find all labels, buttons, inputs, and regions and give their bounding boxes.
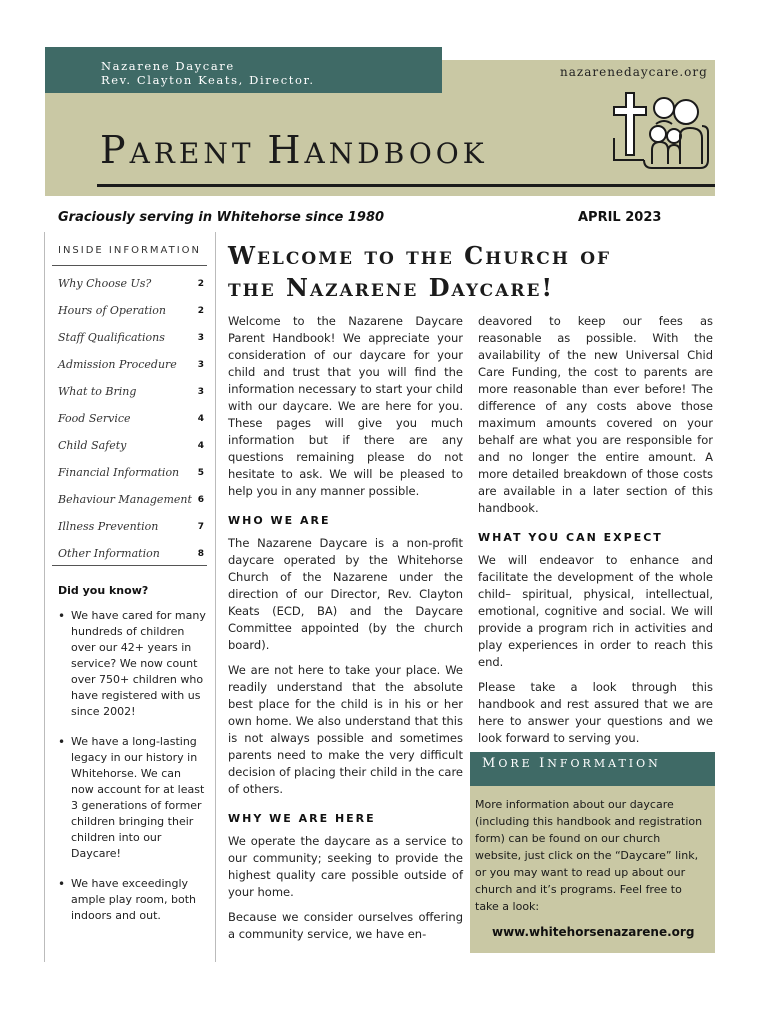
website-link[interactable]: nazarenedaycare.org bbox=[560, 65, 708, 79]
who-paragraph-1: The Nazarene Daycare is a non-profit daycare operated by the Whitehorse Church of the Nazarene under the direction of our Director, Rev. Clayton Keats (ECD, BA) and the Daycare Committee appointed (by the church board). bbox=[228, 536, 463, 652]
page-title bbox=[100, 128, 488, 172]
toc-label: Child Safety bbox=[58, 439, 127, 452]
toc-page: 7 bbox=[197, 521, 204, 532]
more-info-rest-information: NFORMATION bbox=[547, 757, 661, 770]
toc-item[interactable] bbox=[58, 540, 208, 567]
header-org-banner bbox=[45, 47, 442, 93]
toc-item[interactable] bbox=[58, 270, 208, 297]
why-paragraph-2-start: Because we consider ourselves offering a community service, we have en- bbox=[228, 910, 463, 941]
article-heading-line1: Welcome to the Church of bbox=[228, 241, 612, 270]
list-item: • We have cared for many hundreds of children over our 42+ years in service? We now count over 750+ children who have registered with us since 2002! bbox=[56, 608, 206, 720]
intro-paragraph: Welcome to the Nazarene Daycare Parent Handbook! We appreciate your consideration of our daycare for your child and trust that you will find the information necessary to start your child with our daycare. We are here for you. These pages will give you much information but if there are any questions remaining please do not hesitate to ask. We will be pleased to help you in any manner possible. bbox=[228, 314, 463, 498]
article-column-left bbox=[228, 313, 463, 951]
list-item: • We have exceedingly ample play room, both indoors and out. bbox=[56, 876, 206, 924]
toc-page: 3 bbox=[197, 332, 204, 343]
article-heading bbox=[228, 240, 708, 304]
director-line: Rev. Clayton Keats, Director. bbox=[101, 73, 315, 87]
toc-item[interactable] bbox=[58, 486, 208, 513]
org-name: Nazarene Daycare bbox=[101, 59, 235, 73]
issue-date: APRIL 2023 bbox=[578, 210, 662, 225]
expect-paragraph-2: Please take a look through this handbook and rest assured that we are here to answer your questions and we look forward to serving you. bbox=[478, 680, 713, 745]
toc-label: Why Choose Us? bbox=[58, 277, 152, 290]
toc-item[interactable] bbox=[58, 459, 208, 486]
toc-item[interactable] bbox=[58, 351, 208, 378]
toc-page: 2 bbox=[197, 278, 204, 289]
toc-item[interactable] bbox=[58, 513, 208, 540]
more-info-initial-i: I bbox=[539, 756, 548, 771]
tagline: Graciously serving in Whitehorse since 1980 bbox=[58, 210, 385, 225]
sidebar-left-rule bbox=[44, 232, 45, 962]
why-paragraph-1: We operate the daycare as a service to our community; seeking to provide the highest quality care possible outside of your home. bbox=[228, 834, 463, 899]
more-info-heading bbox=[470, 752, 715, 786]
why-paragraph-2-continued: deavored to keep our fees as reasonable as possible. With the availability of the new Universal Chid Care Funding, the cost to parents are more reasonable than ever before! The difference of any costs above those maximum amounts covered on your behalf are what you are responsible for and no longer the entire amount. A more detailed breakdown of those costs are available in a later section of this handbook. bbox=[478, 314, 713, 515]
toc-page: 4 bbox=[197, 413, 204, 424]
toc-page: 3 bbox=[197, 359, 204, 370]
article-column-right bbox=[478, 313, 713, 755]
list-item: • We have a long-lasting legacy in our history in Whitehorse. We can now account for at least 3 generations of former children bringing their children into our Daycare! bbox=[56, 734, 206, 862]
title-rest-handbook: ANDBOOK bbox=[304, 137, 488, 170]
section-heading-why: WHY WE ARE HERE bbox=[228, 812, 376, 825]
toc-page: 8 bbox=[197, 548, 204, 559]
section-heading-who: WHO WE ARE bbox=[228, 514, 331, 527]
toc-label: Food Service bbox=[58, 412, 131, 425]
toc-label: Hours of Operation bbox=[58, 304, 166, 317]
toc-label: Behaviour Management bbox=[58, 493, 192, 506]
toc-label: Staff Qualifications bbox=[58, 331, 165, 344]
toc-page: 6 bbox=[197, 494, 204, 505]
church-website-link[interactable]: www.whitehorsenazarene.org bbox=[492, 925, 695, 939]
toc-label: Illness Prevention bbox=[58, 520, 159, 533]
section-heading-expect: WHAT YOU CAN EXPECT bbox=[478, 531, 663, 544]
toc-top-rule bbox=[52, 265, 207, 266]
title-initial-p: P bbox=[100, 128, 130, 172]
title-rest-parent: ARENT bbox=[129, 137, 268, 170]
toc-item[interactable] bbox=[58, 405, 208, 432]
toc-page: 2 bbox=[197, 305, 204, 316]
more-info-initial-m: M bbox=[482, 756, 499, 771]
toc-label: Financial Information bbox=[58, 466, 180, 479]
title-initial-h: H bbox=[267, 128, 305, 172]
did-you-know-title: Did you know? bbox=[58, 584, 149, 597]
toc-page: 5 bbox=[197, 467, 204, 478]
toc-page: 3 bbox=[197, 386, 204, 397]
more-info-text: More information about our daycare (including this handbook and registration form) can be found on our church website, just click on the “Daycare” link, or you may want to read up about our church and it’s programs. Feel free to take a look: bbox=[475, 798, 703, 913]
header-rule bbox=[97, 184, 715, 187]
toc-item[interactable] bbox=[58, 324, 208, 351]
table-of-contents bbox=[58, 270, 208, 567]
did-you-know-list bbox=[56, 608, 206, 938]
more-info-box bbox=[470, 786, 715, 953]
cross-family-icon bbox=[612, 88, 712, 180]
more-info-rest-more: ORE bbox=[498, 757, 540, 770]
toc-item[interactable] bbox=[58, 378, 208, 405]
toc-title: INSIDE INFORMATION bbox=[58, 245, 202, 256]
article-heading-line2: the Nazarene Daycare! bbox=[228, 273, 555, 302]
who-paragraph-2: We are not here to take your place. We readily understand that the absolute best place for the child is in his or her own home. We also understand that this is not always possible and sometimes parents need to make the very difficult decision of placing their child in the care of others. bbox=[228, 663, 463, 796]
toc-bottom-rule bbox=[52, 565, 207, 566]
toc-label: What to Bring bbox=[58, 385, 137, 398]
toc-page: 4 bbox=[197, 440, 204, 451]
sidebar-right-rule bbox=[215, 232, 216, 962]
toc-item[interactable] bbox=[58, 297, 208, 324]
toc-label: Other Information bbox=[58, 547, 160, 560]
toc-item[interactable] bbox=[58, 432, 208, 459]
expect-paragraph-1: We will endeavor to enhance and facilitate the development of the whole child– spiritual, physical, intellectual, emotional, cognitive and social. We will provide a program rich in activities and play experiences in order to reach this end. bbox=[478, 553, 713, 669]
toc-label: Admission Procedure bbox=[58, 358, 177, 371]
